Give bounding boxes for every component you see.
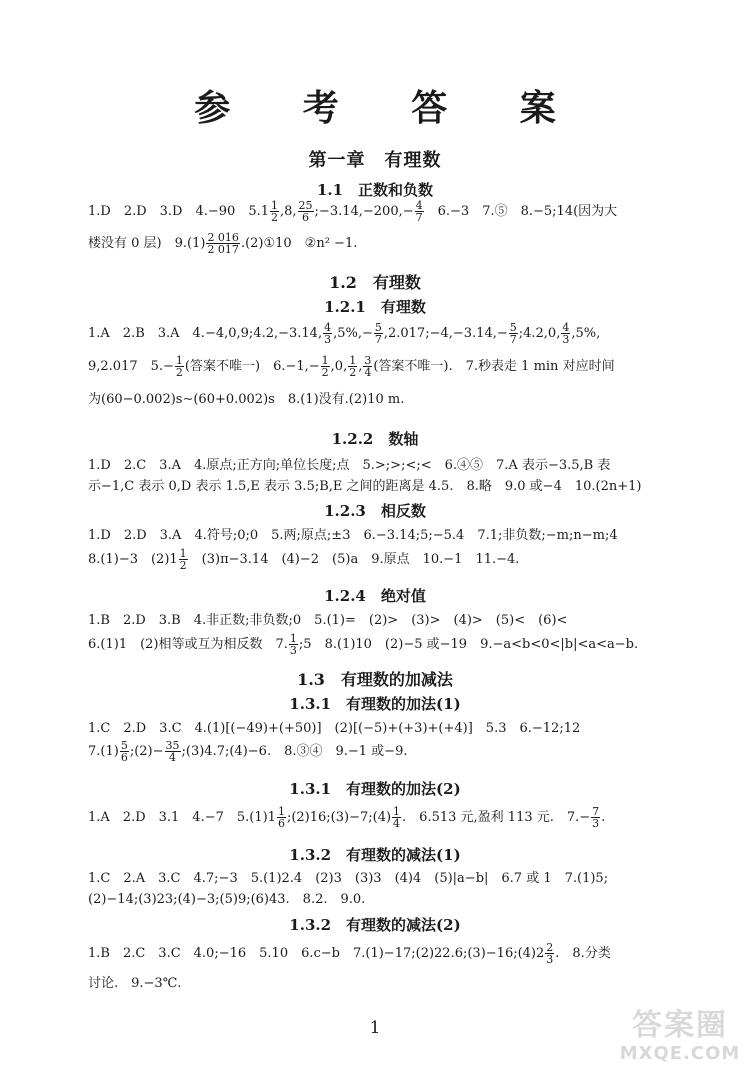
fraction: $\frac{1}{2}$ [321, 354, 329, 379]
answer-line: 为(60−0.002)s∼(60+0.002)s 8.(1)没有.(2)10 m. [88, 392, 405, 407]
fraction: $\frac{25}{6}$ [298, 199, 313, 224]
subsection-heading: 1.3.2 有理数的减法(1) [289, 846, 461, 864]
fraction: $\frac{3}{4}$ [364, 354, 372, 379]
fraction: $\frac{5}{7}$ [509, 321, 517, 346]
page-title: 参 考 答 案 [194, 87, 586, 129]
answer-line: 9,2.017 5.− $\frac{1}{2}$ (答案不唯一) 6.−1,− $\frac{1}{2}$ ,0, $\frac{1}{2}$ , $\frac{3}{4}$ (答案不唯一). 7.秒表走 1 min 对应时间 [88, 354, 615, 379]
fraction: $\frac{35}{4}$ [165, 739, 180, 764]
fraction: $\frac{1}{2}$ [349, 354, 357, 379]
answer-line: 1.C 2.D 3.C 4.(1)[(−49)+(+50)] (2)[(−5)+(+3)+(+4)] 5.3 6.−12;12 [88, 721, 581, 736]
subsection-heading: 1.2.3 相反数 [324, 502, 426, 520]
answer-line: 1.D 2.D 3.A 4.符号;0;0 5.两;原点;±3 6.−3.14;5;−5.4 7.1;非负数;−m;n−m;4 [88, 528, 618, 543]
answer-line: 6.(1)1 (2)相等或互为相反数 7. $\frac{1}{3}$ ;5 8.(1)10 (2)−5 或−19 9.−a<b<0<|b|<a<a−b. [88, 632, 639, 657]
fraction: $\frac{1}{4}$ [393, 805, 401, 830]
fraction: $\frac{2 016}{2 017}$ [207, 231, 239, 256]
section-heading: 1.3 有理数的加减法 [297, 670, 453, 689]
watermark-text: 答案圈 [632, 1008, 728, 1043]
fraction: $\frac{4}{7}$ [415, 199, 423, 224]
subsection-heading: 1.3.1 有理数的加法(1) [289, 695, 461, 713]
subsection-heading: 1.2.2 数轴 [331, 430, 419, 448]
fraction: $\frac{2}{3}$ [546, 941, 554, 966]
fraction: $\frac{7}{3}$ [592, 805, 600, 830]
answer-line: 1.C 2.A 3.C 4.7;−3 5.(1)2.4 (2)3 (3)3 (4)4 (5)|a−b| 6.7 或 1 7.(1)5; [88, 871, 609, 886]
answer-line: 8.(1)−3 (2)1 $\frac{1}{2}$ (3)π−3.14 (4)−2 (5)a 9.原点 10.−1 11.−4. [88, 547, 520, 572]
fraction: $\frac{5}{6}$ [120, 739, 128, 764]
watermark-logo [616, 1009, 744, 1069]
answer-line: 1.B 2.D 3.B 4.非正数;非负数;0 5.(1)= (2)> (3)> (4)> (5)< (6)< [88, 613, 568, 628]
subsection-heading: 1.3.1 有理数的加法(2) [289, 780, 461, 798]
fraction: $\frac{1}{6}$ [277, 805, 285, 830]
subsection-heading: 1.2.4 绝对值 [324, 587, 426, 605]
answer-line: 7.(1) $\frac{5}{6}$ ;(2)− $\frac{35}{4}$ ;(3)4.7;(4)−6. 8.③④ 9.−1 或−9. [88, 739, 408, 764]
answer-line: 1.A 2.D 3.1 4.−7 5.(1)1 $\frac{1}{6}$ ;(2)16;(3)−7;(4) $\frac{1}{4}$ . 6.513 元,盈利 113 元. 7.− $\frac{7}{3}$ . [88, 805, 606, 830]
fraction: $\frac{4}{3}$ [324, 321, 332, 346]
section-heading: 1.1 正数和负数 [316, 181, 434, 199]
section-heading: 1.2 有理数 [329, 273, 421, 292]
answer-line: 1.A 2.B 3.A 4.−4,0,9;4.2,−3.14, $\frac{4}{3}$ ,5%,− $\frac{5}{7}$ ,2.017;−4,−3.14,− $\frac{5}{7}$ ;4.2,0, $\frac{4}{3}$ ,5%, [88, 321, 601, 346]
subsection-heading: 1.3.2 有理数的减法(2) [289, 916, 461, 934]
answer-line: 楼没有 0 层) 9.(1) $\frac{2 016}{2 017}$ .(2)①10 ②n² −1. [88, 231, 358, 256]
chapter-heading: 第一章 有理数 [308, 150, 442, 171]
answer-line: 1.B 2.C 3.C 4.0;−16 5.10 6.c−b 7.(1)−17;(2)22.6;(3)−16;(4)2 $\frac{2}{3}$ . 8.分类 [88, 941, 611, 966]
answer-line: (2)−14;(3)23;(4)−3;(5)9;(6)43. 8.2. 9.0. [88, 892, 366, 907]
answer-line: 讨论. 9.−3℃. [88, 976, 182, 991]
fraction: $\frac{1}{2}$ [271, 199, 278, 224]
subsection-heading: 1.2.1 有理数 [324, 298, 426, 316]
fraction: $\frac{1}{3}$ [289, 632, 297, 657]
page-number: 1 [369, 1018, 381, 1038]
watermark-url: MXQE.COM [619, 1043, 741, 1064]
fraction: $\frac{5}{7}$ [374, 321, 382, 346]
fraction: $\frac{4}{3}$ [562, 321, 570, 346]
answer-line: 1.D 2.D 3.D 4.−90 5.1 $\frac{1}{2}$ ,8, $\frac{25}{6}$ ;−3.14,−200,− $\frac{4}{7}$ 6.−3 7.⑤ 8.−5;14(因为大 [88, 199, 618, 224]
fraction: $\frac{1}{2}$ [179, 547, 187, 572]
answer-line: 1.D 2.C 3.A 4.原点;正方向;单位长度;点 5.>;>;<;< 6.④⑤ 7.A 表示−3.5,B 表 [88, 458, 611, 473]
fraction: $\frac{1}{2}$ [175, 354, 183, 379]
answer-line: 示−1,C 表示 0,D 表示 1.5,E 表示 3.5;B,E 之间的距离是 4.5. 8.略 9.0 或−4 10.(2n+1) [88, 479, 642, 494]
